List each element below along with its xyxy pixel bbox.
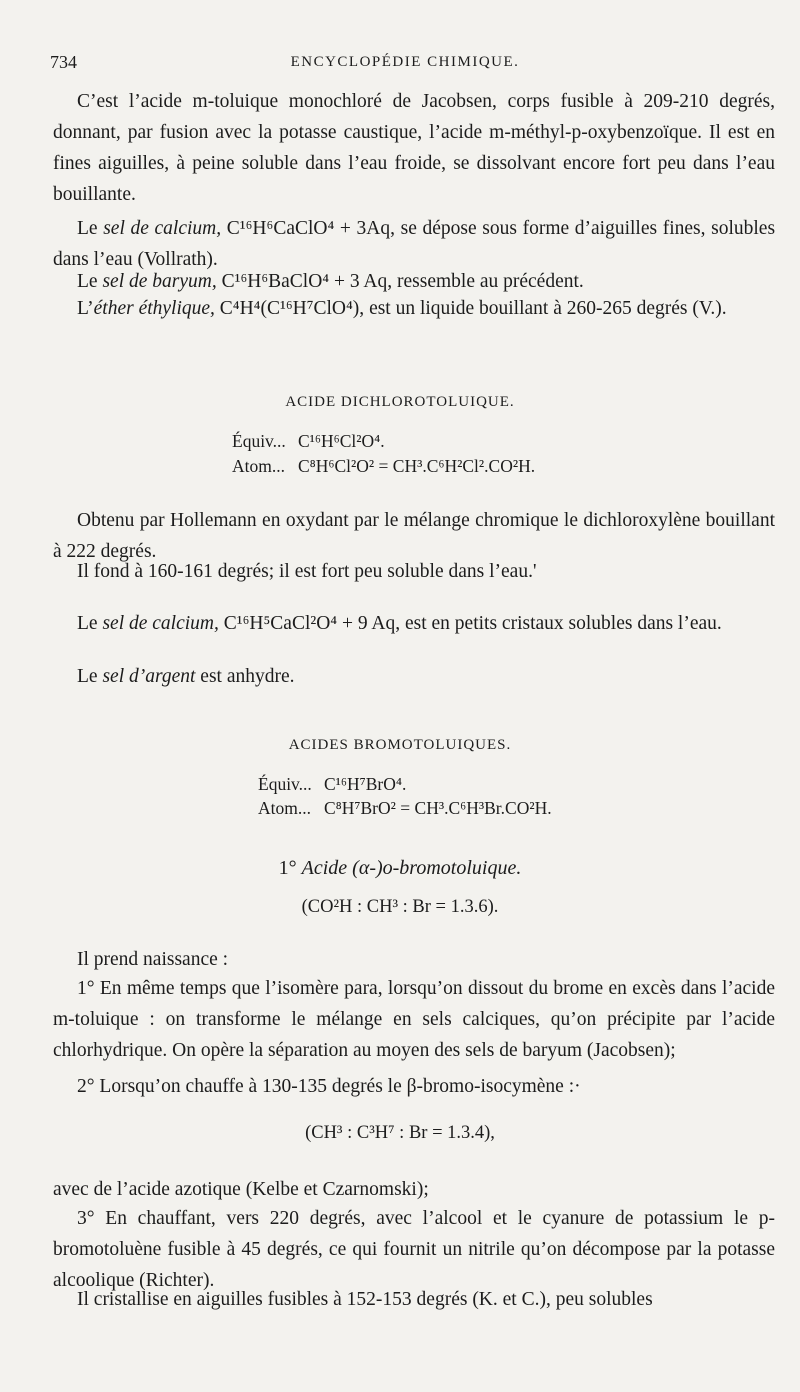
section-heading: ACIDE DICHLOROTOLUIQUE. bbox=[285, 394, 515, 410]
term: sel d’argent bbox=[102, 666, 196, 687]
atom-formula: Atom... C⁸H⁷BrO² = CH³.C⁶H³Br.CO²H. bbox=[258, 798, 552, 818]
atom-formula: Atom... C⁸H⁶Cl²O² = CH³.C⁶H²Cl².CO²H. bbox=[232, 456, 536, 476]
equiv-formula: Équiv... C¹⁶H⁶Cl²O⁴. bbox=[232, 431, 385, 451]
paragraph: Il prend naissance : bbox=[77, 949, 229, 970]
paragraph: Obtenu par Hollemann en oxydant par le mélange chromique le dichloroxylène bouillant à 222 degrés. bbox=[53, 510, 775, 562]
paragraph: Le sel de calcium, C¹⁶H⁶CaClO⁴ + 3Aq, se dépose sous forme d’aiguilles fines, solubles dans l’eau (Vollrath). bbox=[53, 218, 776, 270]
page-number: 734 bbox=[50, 52, 77, 72]
paragraph: Le sel de baryum, C¹⁶H⁶BaClO⁴ + 3 Aq, ressemble au précédent. bbox=[77, 271, 584, 292]
position-ratio: (CO²H : CH³ : Br = 1.3.6). bbox=[301, 897, 499, 917]
paragraph: L’éther éthylique, C⁴H⁴(C¹⁶H⁷ClO⁴), est un liquide bouillant à 260-265 degrés (V.). bbox=[77, 298, 727, 319]
formula: C¹⁶H⁶BaClO⁴ + 3 Aq, bbox=[221, 271, 393, 292]
equiv-formula: Équiv... C¹⁶H⁷BrO⁴. bbox=[258, 774, 407, 794]
paragraph: avec de l’acide azotique (Kelbe et Czarnomski); bbox=[53, 1179, 429, 1200]
formula: C¹⁶H⁶CaClO⁴ + 3Aq, bbox=[226, 218, 395, 239]
page-header bbox=[50, 52, 760, 76]
paragraph: C’est l’acide m-toluique monochloré de Jacobsen, corps fusible à 209-210 degrés, donnant, par fusion avec la potasse caustique, l’acide m-méthyl-p-oxybenzoïque. Il est en fines aiguilles, à peine soluble dans l’eau froide, se dissolvant encore fort peu dans l’eau bouillante. bbox=[53, 91, 775, 205]
paragraph: 1° En même temps que l’isomère para, lorsqu’on dissout du brome en excès dans l’acide m-toluique : on transforme le mélange en sels calciques, qu’on précipite par l’acide chlorhydrique. On opère la séparation au moyen des sels de baryum (Jacobsen); bbox=[53, 978, 775, 1061]
paragraph: 2° Lorsqu’on chauffe à 130-135 degrés le β-bromo-isocymène :· bbox=[77, 1076, 581, 1097]
subsection-title: 1° Acide (α-)o-bromotoluique. bbox=[278, 857, 522, 879]
term: sel de calcium, bbox=[103, 218, 222, 239]
paragraph: Le sel de calcium, C¹⁶H⁵CaCl²O⁴ + 9 Aq, est en petits cristaux solubles dans l’eau. bbox=[77, 613, 722, 634]
running-head: ENCYCLOPÉDIE CHIMIQUE. bbox=[290, 54, 520, 70]
position-ratio: (CH³ : C³H⁷ : Br = 1.3.4), bbox=[305, 1123, 495, 1143]
formula: C⁴H⁴(C¹⁶H⁷ClO⁴), bbox=[219, 298, 365, 319]
paragraph: Il fond à 160-161 degrés; il est fort peu soluble dans l’eau.' bbox=[77, 561, 537, 582]
paragraph: Il cristallise en aiguilles fusibles à 152-153 degrés (K. et C.), peu solubles bbox=[77, 1289, 653, 1310]
section-heading: ACIDES BROMOTOLUIQUES. bbox=[288, 737, 512, 753]
paragraph: 3° En chauffant, vers 220 degrés, avec l’alcool et le cyanure de potassium le p-bromotoluène fusible à 45 degrés, ce qui fournit un nitrile qu’on décompose par la potasse alcoolique (Richter). bbox=[53, 1208, 775, 1291]
formula: C¹⁶H⁵CaCl²O⁴ + 9 Aq, bbox=[223, 613, 401, 634]
term: sel de calcium, bbox=[102, 613, 219, 634]
term: sel de baryum, bbox=[102, 271, 217, 292]
term: éther éthylique, bbox=[93, 298, 215, 319]
paragraph: Le sel d’argent est anhydre. bbox=[77, 666, 295, 687]
